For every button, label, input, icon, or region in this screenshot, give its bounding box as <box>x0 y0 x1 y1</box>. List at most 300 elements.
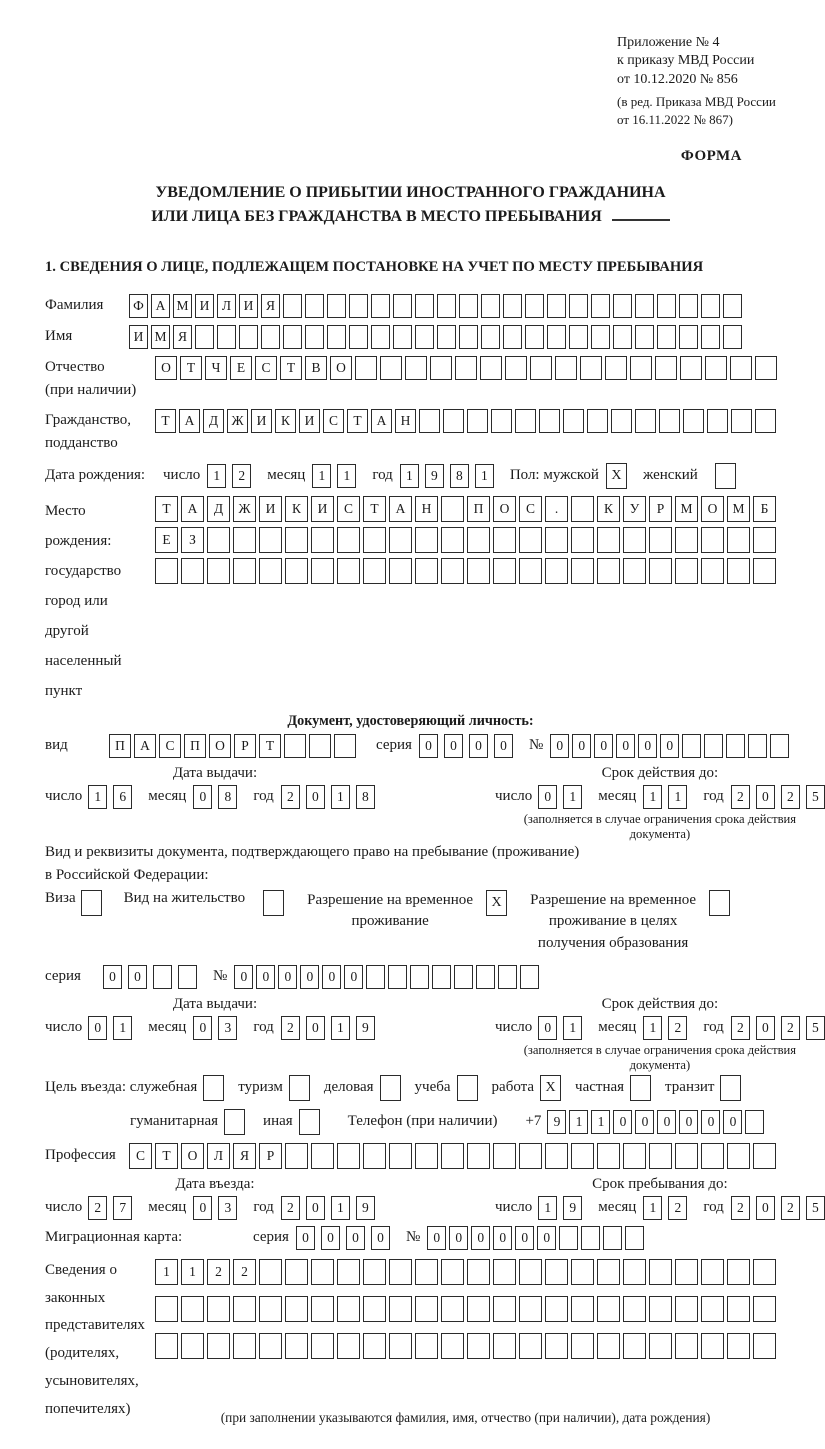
form-cell[interactable]: 0 <box>494 734 513 758</box>
form-cell[interactable] <box>285 1259 308 1285</box>
form-cell[interactable] <box>623 1333 646 1359</box>
form-cell[interactable]: 0 <box>296 1226 315 1250</box>
form-cell[interactable]: 2 <box>281 1196 300 1220</box>
form-cell[interactable] <box>581 1226 600 1250</box>
form-cell[interactable] <box>753 1143 776 1169</box>
form-cell[interactable] <box>675 527 698 553</box>
form-cell[interactable] <box>587 409 608 433</box>
form-cell[interactable] <box>259 1259 282 1285</box>
form-cell[interactable]: А <box>151 294 170 318</box>
form-cell[interactable] <box>657 325 676 349</box>
form-cell[interactable]: 0 <box>538 785 557 809</box>
form-cell[interactable] <box>655 356 677 380</box>
form-cell[interactable]: Л <box>207 1143 230 1169</box>
form-cell[interactable]: 0 <box>306 1196 325 1220</box>
form-cell[interactable] <box>753 527 776 553</box>
form-cell[interactable] <box>327 294 346 318</box>
form-cell[interactable]: Д <box>203 409 224 433</box>
form-cell[interactable]: 0 <box>300 965 319 989</box>
form-cell[interactable]: 0 <box>594 734 613 758</box>
form-cell[interactable] <box>571 1259 594 1285</box>
form-cell[interactable]: С <box>337 496 360 522</box>
form-cell[interactable]: О <box>701 496 724 522</box>
form-cell[interactable]: 0 <box>234 965 253 989</box>
form-cell[interactable]: 8 <box>218 785 237 809</box>
form-cell[interactable] <box>337 1333 360 1359</box>
form-cell[interactable]: Я <box>261 294 280 318</box>
form-cell[interactable]: 5 <box>806 1016 825 1040</box>
form-cell[interactable] <box>195 325 214 349</box>
form-cell[interactable] <box>701 1143 724 1169</box>
form-cell[interactable] <box>569 325 588 349</box>
form-cell[interactable]: 0 <box>572 734 591 758</box>
form-cell[interactable] <box>623 527 646 553</box>
form-cell[interactable] <box>467 558 490 584</box>
form-cell[interactable]: К <box>285 496 308 522</box>
form-cell[interactable] <box>720 1075 741 1101</box>
form-cell[interactable] <box>415 1296 438 1322</box>
form-cell[interactable] <box>289 1075 310 1101</box>
form-cell[interactable]: 9 <box>356 1196 375 1220</box>
form-cell[interactable]: Т <box>347 409 368 433</box>
form-cell[interactable]: И <box>311 496 334 522</box>
form-cell[interactable] <box>726 734 745 758</box>
form-cell[interactable]: 9 <box>547 1110 566 1134</box>
form-cell[interactable] <box>571 496 594 522</box>
form-cell[interactable] <box>311 1143 334 1169</box>
form-cell[interactable] <box>419 409 440 433</box>
form-cell[interactable] <box>613 294 632 318</box>
form-cell[interactable] <box>623 1259 646 1285</box>
form-cell[interactable] <box>459 325 478 349</box>
form-cell[interactable] <box>363 1333 386 1359</box>
form-cell[interactable]: 3 <box>218 1016 237 1040</box>
form-cell[interactable] <box>701 558 724 584</box>
form-cell[interactable] <box>545 1333 568 1359</box>
form-cell[interactable] <box>441 496 464 522</box>
form-cell[interactable]: У <box>623 496 646 522</box>
form-cell[interactable]: 2 <box>281 785 300 809</box>
form-cell[interactable] <box>493 1143 516 1169</box>
form-cell[interactable]: 0 <box>419 734 438 758</box>
form-cell[interactable] <box>371 294 390 318</box>
form-cell[interactable]: О <box>209 734 231 758</box>
form-cell[interactable]: 5 <box>806 785 825 809</box>
form-cell[interactable] <box>366 965 385 989</box>
form-cell[interactable] <box>683 409 704 433</box>
form-cell[interactable] <box>611 409 632 433</box>
form-cell[interactable]: 0 <box>657 1110 676 1134</box>
form-cell[interactable]: И <box>251 409 272 433</box>
form-cell[interactable] <box>155 1296 178 1322</box>
form-cell[interactable]: Н <box>415 496 438 522</box>
form-cell[interactable] <box>675 1296 698 1322</box>
form-cell[interactable]: 1 <box>668 785 687 809</box>
form-cell[interactable]: 1 <box>207 464 226 488</box>
form-cell[interactable]: Е <box>155 527 178 553</box>
form-cell[interactable] <box>283 294 302 318</box>
form-cell[interactable] <box>480 356 502 380</box>
form-cell[interactable] <box>597 1259 620 1285</box>
form-cell[interactable]: М <box>151 325 170 349</box>
form-cell[interactable] <box>476 965 495 989</box>
form-cell[interactable] <box>259 558 282 584</box>
form-cell[interactable] <box>623 1143 646 1169</box>
form-cell[interactable] <box>545 1296 568 1322</box>
form-cell[interactable] <box>233 1333 256 1359</box>
form-cell[interactable] <box>285 1143 308 1169</box>
form-cell[interactable]: 1 <box>331 785 350 809</box>
form-cell[interactable] <box>337 527 360 553</box>
form-cell[interactable] <box>649 558 672 584</box>
form-cell[interactable] <box>730 356 752 380</box>
form-cell[interactable] <box>389 1143 412 1169</box>
form-cell[interactable] <box>467 527 490 553</box>
form-cell[interactable] <box>597 1296 620 1322</box>
form-cell[interactable]: Е <box>230 356 252 380</box>
form-cell[interactable]: Т <box>363 496 386 522</box>
form-cell[interactable]: Т <box>259 734 281 758</box>
form-cell[interactable]: 2 <box>731 1016 750 1040</box>
form-cell[interactable]: 0 <box>344 965 363 989</box>
form-cell[interactable]: 1 <box>643 1196 662 1220</box>
form-cell[interactable]: К <box>597 496 620 522</box>
form-cell[interactable] <box>393 294 412 318</box>
form-cell[interactable] <box>597 1143 620 1169</box>
form-cell[interactable]: 1 <box>181 1259 204 1285</box>
form-cell[interactable]: С <box>129 1143 152 1169</box>
form-cell[interactable] <box>491 409 512 433</box>
form-cell[interactable] <box>727 558 750 584</box>
form-cell[interactable] <box>363 1296 386 1322</box>
form-cell[interactable] <box>415 1143 438 1169</box>
form-cell[interactable] <box>233 558 256 584</box>
form-cell[interactable] <box>597 527 620 553</box>
form-cell[interactable] <box>519 1333 542 1359</box>
form-cell[interactable] <box>519 558 542 584</box>
form-cell[interactable] <box>285 527 308 553</box>
form-cell[interactable]: О <box>155 356 177 380</box>
form-cell[interactable] <box>630 356 652 380</box>
form-cell[interactable] <box>393 325 412 349</box>
form-cell[interactable] <box>337 1259 360 1285</box>
form-cell[interactable]: С <box>159 734 181 758</box>
form-cell[interactable] <box>731 409 752 433</box>
form-cell[interactable] <box>580 356 602 380</box>
form-cell[interactable]: 1 <box>331 1196 350 1220</box>
form-cell[interactable]: 1 <box>155 1259 178 1285</box>
form-cell[interactable]: 2 <box>668 1196 687 1220</box>
form-cell[interactable] <box>727 1333 750 1359</box>
form-cell[interactable]: 2 <box>731 1196 750 1220</box>
form-cell[interactable] <box>597 1333 620 1359</box>
form-cell[interactable] <box>649 527 672 553</box>
form-cell[interactable] <box>493 527 516 553</box>
form-cell[interactable] <box>571 1143 594 1169</box>
form-cell[interactable]: 0 <box>427 1226 446 1250</box>
form-cell[interactable] <box>285 558 308 584</box>
form-cell[interactable] <box>389 1259 412 1285</box>
form-cell[interactable] <box>263 890 284 916</box>
form-cell[interactable] <box>467 409 488 433</box>
form-cell[interactable]: 1 <box>475 464 494 488</box>
form-cell[interactable]: И <box>239 294 258 318</box>
form-cell[interactable] <box>430 356 452 380</box>
form-cell[interactable] <box>727 1143 750 1169</box>
form-cell[interactable]: Д <box>207 496 230 522</box>
form-cell[interactable]: 1 <box>591 1110 610 1134</box>
form-cell[interactable]: 0 <box>515 1226 534 1250</box>
form-cell[interactable] <box>519 1259 542 1285</box>
form-cell[interactable] <box>441 1296 464 1322</box>
form-cell[interactable] <box>701 527 724 553</box>
form-cell[interactable]: 8 <box>356 785 375 809</box>
form-cell[interactable] <box>259 527 282 553</box>
form-cell[interactable] <box>745 1110 764 1134</box>
form-cell[interactable]: И <box>259 496 282 522</box>
form-cell[interactable] <box>467 1333 490 1359</box>
form-cell[interactable]: 0 <box>321 1226 340 1250</box>
form-cell[interactable] <box>284 734 306 758</box>
form-cell[interactable] <box>753 1259 776 1285</box>
form-cell[interactable]: С <box>323 409 344 433</box>
form-cell[interactable] <box>701 1333 724 1359</box>
form-cell[interactable] <box>680 356 702 380</box>
form-cell[interactable] <box>441 527 464 553</box>
form-cell[interactable]: З <box>181 527 204 553</box>
form-cell[interactable] <box>239 325 258 349</box>
form-cell[interactable]: 8 <box>450 464 469 488</box>
form-cell[interactable]: Ч <box>205 356 227 380</box>
form-cell[interactable] <box>415 294 434 318</box>
form-cell[interactable]: . <box>545 496 568 522</box>
form-cell[interactable]: 0 <box>193 785 212 809</box>
form-cell[interactable] <box>217 325 236 349</box>
form-cell[interactable]: Ж <box>233 496 256 522</box>
form-cell[interactable]: 0 <box>493 1226 512 1250</box>
form-cell[interactable] <box>415 558 438 584</box>
form-cell[interactable]: 7 <box>113 1196 132 1220</box>
form-cell[interactable] <box>679 325 698 349</box>
form-cell[interactable] <box>467 1143 490 1169</box>
form-cell[interactable]: 0 <box>449 1226 468 1250</box>
form-cell[interactable]: П <box>467 496 490 522</box>
form-cell[interactable]: X <box>606 463 627 489</box>
form-cell[interactable] <box>153 965 172 989</box>
form-cell[interactable]: 2 <box>233 1259 256 1285</box>
form-cell[interactable] <box>503 294 522 318</box>
form-cell[interactable]: 1 <box>113 1016 132 1040</box>
form-cell[interactable] <box>349 325 368 349</box>
form-cell[interactable] <box>481 325 500 349</box>
form-cell[interactable] <box>363 558 386 584</box>
form-cell[interactable] <box>337 1296 360 1322</box>
form-cell[interactable]: 2 <box>88 1196 107 1220</box>
form-cell[interactable]: 0 <box>128 965 147 989</box>
form-cell[interactable]: 2 <box>207 1259 230 1285</box>
form-cell[interactable]: А <box>371 409 392 433</box>
form-cell[interactable]: X <box>540 1075 561 1101</box>
form-cell[interactable] <box>701 294 720 318</box>
form-cell[interactable] <box>701 325 720 349</box>
form-cell[interactable] <box>515 409 536 433</box>
form-cell[interactable] <box>493 1333 516 1359</box>
form-cell[interactable]: О <box>330 356 352 380</box>
form-cell[interactable]: 0 <box>471 1226 490 1250</box>
form-cell[interactable]: Р <box>259 1143 282 1169</box>
form-cell[interactable] <box>355 356 377 380</box>
form-cell[interactable] <box>659 409 680 433</box>
form-cell[interactable]: X <box>486 890 507 916</box>
form-cell[interactable] <box>363 1143 386 1169</box>
form-cell[interactable]: 3 <box>218 1196 237 1220</box>
form-cell[interactable] <box>503 325 522 349</box>
form-cell[interactable] <box>675 1333 698 1359</box>
form-cell[interactable] <box>569 294 588 318</box>
form-cell[interactable] <box>649 1259 672 1285</box>
form-cell[interactable]: Т <box>155 409 176 433</box>
form-cell[interactable] <box>679 294 698 318</box>
form-cell[interactable] <box>285 1333 308 1359</box>
form-cell[interactable] <box>675 1259 698 1285</box>
form-cell[interactable] <box>493 558 516 584</box>
form-cell[interactable]: К <box>275 409 296 433</box>
form-cell[interactable]: 0 <box>701 1110 720 1134</box>
form-cell[interactable]: И <box>195 294 214 318</box>
form-cell[interactable] <box>525 294 544 318</box>
form-cell[interactable] <box>723 325 742 349</box>
form-cell[interactable] <box>259 1296 282 1322</box>
form-cell[interactable] <box>704 734 723 758</box>
form-cell[interactable]: С <box>255 356 277 380</box>
form-cell[interactable]: 9 <box>563 1196 582 1220</box>
form-cell[interactable] <box>571 1296 594 1322</box>
form-cell[interactable] <box>545 1259 568 1285</box>
form-cell[interactable] <box>410 965 429 989</box>
form-cell[interactable] <box>623 558 646 584</box>
form-cell[interactable] <box>380 1075 401 1101</box>
form-cell[interactable] <box>701 1259 724 1285</box>
form-cell[interactable] <box>753 1296 776 1322</box>
form-cell[interactable] <box>630 1075 651 1101</box>
form-cell[interactable] <box>371 325 390 349</box>
form-cell[interactable] <box>571 527 594 553</box>
form-cell[interactable] <box>682 734 701 758</box>
form-cell[interactable] <box>603 1226 622 1250</box>
form-cell[interactable] <box>770 734 789 758</box>
form-cell[interactable]: И <box>299 409 320 433</box>
form-cell[interactable] <box>441 558 464 584</box>
form-cell[interactable]: Т <box>155 1143 178 1169</box>
form-cell[interactable]: 0 <box>660 734 679 758</box>
form-cell[interactable] <box>520 965 539 989</box>
form-cell[interactable] <box>519 1143 542 1169</box>
form-cell[interactable]: А <box>179 409 200 433</box>
form-cell[interactable] <box>727 527 750 553</box>
form-cell[interactable] <box>455 356 477 380</box>
form-cell[interactable]: 0 <box>613 1110 632 1134</box>
form-cell[interactable] <box>380 356 402 380</box>
form-cell[interactable] <box>657 294 676 318</box>
form-cell[interactable]: 0 <box>88 1016 107 1040</box>
form-cell[interactable] <box>571 558 594 584</box>
form-cell[interactable]: 1 <box>569 1110 588 1134</box>
form-cell[interactable] <box>81 890 102 916</box>
form-cell[interactable]: Т <box>180 356 202 380</box>
form-cell[interactable]: Ж <box>227 409 248 433</box>
form-cell[interactable] <box>309 734 331 758</box>
form-cell[interactable] <box>181 558 204 584</box>
form-cell[interactable] <box>530 356 552 380</box>
form-cell[interactable]: 9 <box>425 464 444 488</box>
form-cell[interactable] <box>443 409 464 433</box>
form-cell[interactable]: 0 <box>538 1016 557 1040</box>
form-cell[interactable] <box>727 1296 750 1322</box>
form-cell[interactable] <box>727 1259 750 1285</box>
form-cell[interactable] <box>605 356 627 380</box>
form-cell[interactable] <box>649 1333 672 1359</box>
form-cell[interactable]: 2 <box>232 464 251 488</box>
form-cell[interactable]: Я <box>233 1143 256 1169</box>
form-cell[interactable] <box>555 356 577 380</box>
form-cell[interactable] <box>207 1333 230 1359</box>
form-cell[interactable]: 0 <box>193 1196 212 1220</box>
form-cell[interactable]: М <box>173 294 192 318</box>
form-cell[interactable] <box>481 294 500 318</box>
form-cell[interactable]: А <box>389 496 412 522</box>
form-cell[interactable]: 1 <box>88 785 107 809</box>
form-cell[interactable] <box>299 1109 320 1135</box>
form-cell[interactable] <box>437 325 456 349</box>
form-cell[interactable] <box>405 356 427 380</box>
form-cell[interactable]: 0 <box>103 965 122 989</box>
form-cell[interactable] <box>432 965 451 989</box>
form-cell[interactable]: 1 <box>538 1196 557 1220</box>
form-cell[interactable] <box>327 325 346 349</box>
form-cell[interactable] <box>753 558 776 584</box>
form-cell[interactable] <box>261 325 280 349</box>
form-cell[interactable] <box>635 294 654 318</box>
form-cell[interactable]: 0 <box>635 1110 654 1134</box>
form-cell[interactable]: О <box>181 1143 204 1169</box>
form-cell[interactable] <box>547 325 566 349</box>
form-cell[interactable] <box>547 294 566 318</box>
form-cell[interactable] <box>613 325 632 349</box>
form-cell[interactable] <box>311 558 334 584</box>
form-cell[interactable]: 2 <box>281 1016 300 1040</box>
form-cell[interactable] <box>224 1109 245 1135</box>
form-cell[interactable] <box>337 558 360 584</box>
form-cell[interactable] <box>457 1075 478 1101</box>
form-cell[interactable] <box>389 1296 412 1322</box>
form-cell[interactable] <box>545 1143 568 1169</box>
form-cell[interactable] <box>723 294 742 318</box>
form-cell[interactable] <box>363 527 386 553</box>
form-cell[interactable]: 0 <box>616 734 635 758</box>
form-cell[interactable] <box>415 527 438 553</box>
form-cell[interactable] <box>707 409 728 433</box>
form-cell[interactable] <box>525 325 544 349</box>
form-cell[interactable]: 1 <box>563 1016 582 1040</box>
form-cell[interactable] <box>233 527 256 553</box>
form-cell[interactable] <box>635 325 654 349</box>
form-cell[interactable] <box>748 734 767 758</box>
form-cell[interactable]: 2 <box>781 785 800 809</box>
form-cell[interactable] <box>334 734 356 758</box>
form-cell[interactable] <box>623 1296 646 1322</box>
form-cell[interactable]: 1 <box>643 785 662 809</box>
form-cell[interactable] <box>563 409 584 433</box>
